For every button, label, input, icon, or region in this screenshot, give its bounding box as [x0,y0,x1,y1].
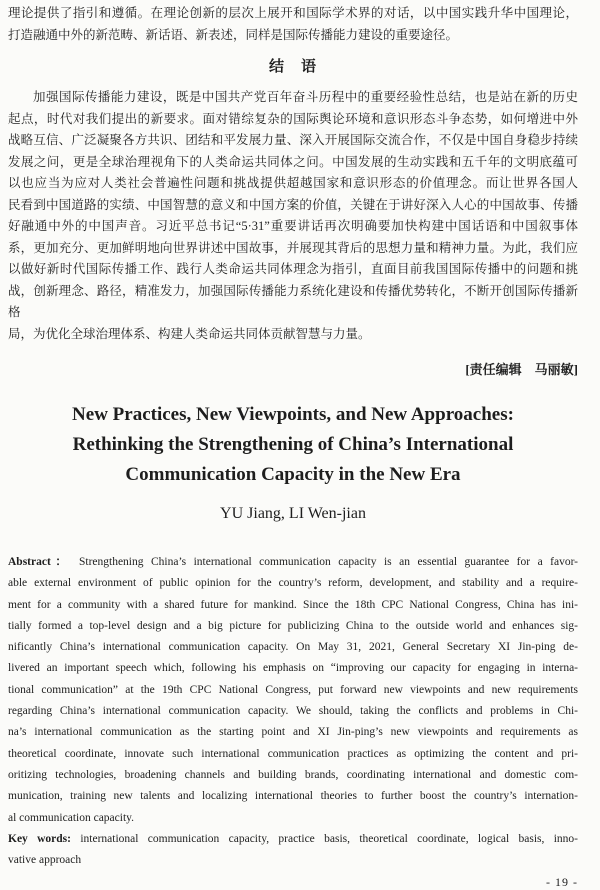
abstract-line: regarding China’s international communication capacity. We should, taking the conflicts and problems in Chi- [8,705,578,718]
keywords-label: Key words: [8,832,71,845]
abstract-block [8,552,578,829]
abstract-line: ment for a community with a shared future for mankind. Since the 18th CPC National Congress, China has ini- [8,598,578,611]
keywords-first-line-text: international communication capacity, practice basis, theoretical coordinate, logical basis, inno- [80,832,578,845]
cn-text-line: 以做好新时代国际传播工作、践行人类命运共同体理念为指引，直面目前我国国际传播中的问题和挑 [8,262,578,276]
abstract-line: able external environment of public opinion for the country’s reform, development, and stability and a require- [8,577,578,590]
cn-text-line: 民看到中国道路的实绩、中国智慧的意义和中国方案的价值，关键在于讲好深入人心的中国故事、传播 [8,197,578,212]
abstract-first-line-text: Strengthening China’s international communication capacity is an essential guarantee for a favor- [78,556,579,568]
cn-text-line: 加强国际传播能力建设，既是中国共产党百年奋斗历程中的重要经验性总结，也是站在新的历史 [33,90,578,104]
cn-text-line: 好融通中外的中国声音。习近平总书记“5·31”重要讲话再次明确要加快构建中国话语和中国叙事体 [8,219,578,233]
cn-conclusion-paragraph [8,87,578,345]
abstract-line: munication, training new talents and localizing international theories to further boost the country’s internation- [8,790,578,803]
editor-note: [责任编辑 马丽敏] [465,362,578,377]
cn-text-line: 以也应当为应对人类社会普遍性问题和挑战提供超越国家和意识形态的价值理念。而让世界各国人 [8,176,578,190]
abstract-label: Abstract： [8,556,72,568]
keywords-block [8,829,578,872]
cn-text-line: 起点，时代对我们提出的新要求。面对错综复杂的国际舆论环境和意识形态斗争态势，如何增进中外 [8,111,578,126]
english-title [8,400,578,490]
abstract-last-line: al communication capacity. [8,811,135,824]
cn-text-line: 战略互信、广泛凝聚各方共识、团结和平发展力量、深入开展国际交流合作，不仅是中国自身稳步持续 [8,133,578,147]
abstract-line: tional communication” at the 19th CPC National Congress, put forward new viewpoints and new requirements [8,683,578,696]
abstract-line: theoretical coordinate, innovate such international communication practices as optimizing the content and pri- [8,747,578,760]
cn-text-line: 理论提供了指引和遵循。在理论创新的层次上展开和国际学术界的对话，以中国实践升华中国理论， [8,6,578,20]
cn-continuation-paragraph [8,3,578,46]
keywords-last-line: vative approach [8,854,82,867]
abstract-middle-lines [8,573,578,807]
conclusion-heading: 结 语 [268,59,317,75]
cn-text-line: 打造融通中外的新范畴、新话语、新表述，同样是国际传播能力建设的重要途径。 [8,27,459,42]
cn-text-line: 系，更加充分、更加鲜明地向世界讲述中国故事，并展现其背后的思想力量和精神力量。为此，我们应 [8,240,578,255]
english-title-line: New Practices, New Viewpoints, and New Approaches: [72,404,514,425]
keywords-first-line [8,829,578,850]
abstract-line: oritizing technologies, broadening channels and building brands, coordinating international and domestic com- [8,768,578,781]
cn-text-line: 发展之问，更是全球治理视角下的人类命运共同体之问。中国发展的生动实践和五千年的文明底蕴可 [8,154,578,169]
cn-text-line: 战，创新理念、路径，精准发力，加强国际传播能力系统化建设和传播优势转化，不断开创国际传播新格 [8,283,578,319]
english-title-line: Rethinking the Strengthening of China’s International [72,434,514,455]
cn-text-line: 局，为优化全球治理体系、构建人类命运共同体贡献智慧与力量。 [8,326,371,341]
english-title-line: Communication Capacity in the New Era [125,464,461,485]
abstract-line: na’s international communication as the starting point and XI Jin-ping’s new viewpoints and requirements as [8,726,578,739]
authors-line: YU Jiang, LI Wen-jian [220,505,366,522]
abstract-line: livered an important speech which, following his emphasis on “improving our capacity for engaging in interna- [8,662,578,675]
abstract-line: tially formed a top-level design and a big picture for publicizing China to the outside world and enhances sig- [8,619,578,632]
abstract-first-line [8,552,578,573]
page-number: - 19 - [546,875,578,890]
abstract-line: nificantly China’s international communication capacity. On May 31, 2021, General Secretary XI Jin-ping de- [8,641,578,654]
